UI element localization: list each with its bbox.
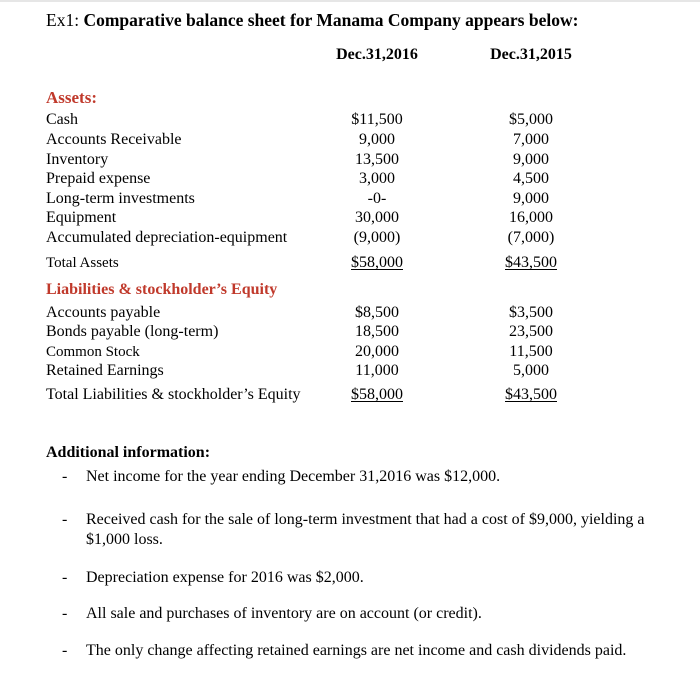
bullet-dash: - [62,468,68,485]
value-2016: -0- [367,190,387,207]
note-text: The only change affecting retained earnings are net income and cash dividends paid. [86,642,627,659]
row-label: Prepaid expense [46,170,151,187]
value-2016: 13,500 [355,151,399,168]
table-row [46,322,666,342]
row-label: Long-term investments [46,190,195,207]
title-text: Comparative balance sheet for Manama Company appears below: [83,10,579,30]
total-value-2015: $43,500 [505,386,557,403]
value-2016: $8,500 [355,304,399,321]
value-2016: (9,000) [353,229,401,246]
value-2016: 9,000 [359,131,395,148]
bullet-dash: - [62,569,68,586]
exercise-number: Ex1: [46,10,84,30]
value-2015: 7,000 [513,131,549,148]
column-header-2015: Dec.31,2015 [490,46,572,63]
row-label: Bonds payable (long-term) [46,323,219,340]
bullet-dash: - [62,511,68,528]
row-label: Common Stock [46,344,140,360]
column-header-2016: Dec.31,2016 [336,46,418,63]
liabilities-heading: Liabilities & stockholder’s Equity [46,281,278,298]
row-label: Inventory [46,151,109,168]
total-value-2016: $58,000 [351,254,403,271]
value-2015: 9,000 [513,190,549,207]
row-label: Retained Earnings [46,362,164,379]
note-text: Depreciation expense for 2016 was $2,000. [86,569,364,586]
total-value-2015: $43,500 [505,254,557,271]
table-row [46,169,666,189]
value-2015: $3,500 [509,304,553,321]
total-liabilities-row [46,385,666,405]
row-label: Cash [46,111,78,128]
row-label: Equipment [46,209,117,226]
assets-heading: Assets: [46,88,97,107]
value-2015: 11,500 [509,343,553,360]
value-2016: 30,000 [355,209,399,226]
table-row [46,228,666,248]
row-label: Total Liabilities & stockholder’s Equity [46,386,301,403]
bullet-dash: - [62,605,68,622]
value-2015: (7,000) [507,229,555,246]
value-2016: $11,500 [351,111,403,128]
value-2015: 16,000 [509,209,553,226]
table-row [46,208,666,228]
table-row [46,189,666,209]
row-label: Accounts payable [46,304,161,321]
bullet-dash: - [62,642,68,659]
table-row [46,130,666,150]
row-label: Accounts Receivable [46,131,182,148]
page-title [46,10,578,31]
value-2016: 11,000 [355,362,399,379]
total-assets-row [46,253,666,273]
total-value-2016: $58,000 [351,386,403,403]
value-2016: 18,500 [355,323,399,340]
table-row [46,110,666,130]
value-2016: 20,000 [355,343,399,360]
note-text: Net income for the year ending December 31,2016 was $12,000. [86,468,501,485]
table-row [46,342,666,362]
value-2015: 4,500 [513,170,549,187]
top-divider [0,0,700,2]
table-row [46,361,666,381]
additional-info-heading: Additional information: [46,444,211,461]
row-label: Total Assets [46,255,119,271]
value-2015: 23,500 [509,323,553,340]
note-text: Received cash for the sale of long-term investment that had a cost of $9,000, yielding a $1,000 loss. [86,511,645,548]
value-2016: 3,000 [359,170,395,187]
value-2015: 9,000 [513,151,549,168]
row-label: Accumulated depreciation-equipment [46,229,288,246]
value-2015: $5,000 [509,111,553,128]
note-text: All sale and purchases of inventory are on account (or credit). [86,605,482,622]
table-row [46,303,666,323]
table-row [46,150,666,170]
value-2015: 5,000 [513,362,549,379]
